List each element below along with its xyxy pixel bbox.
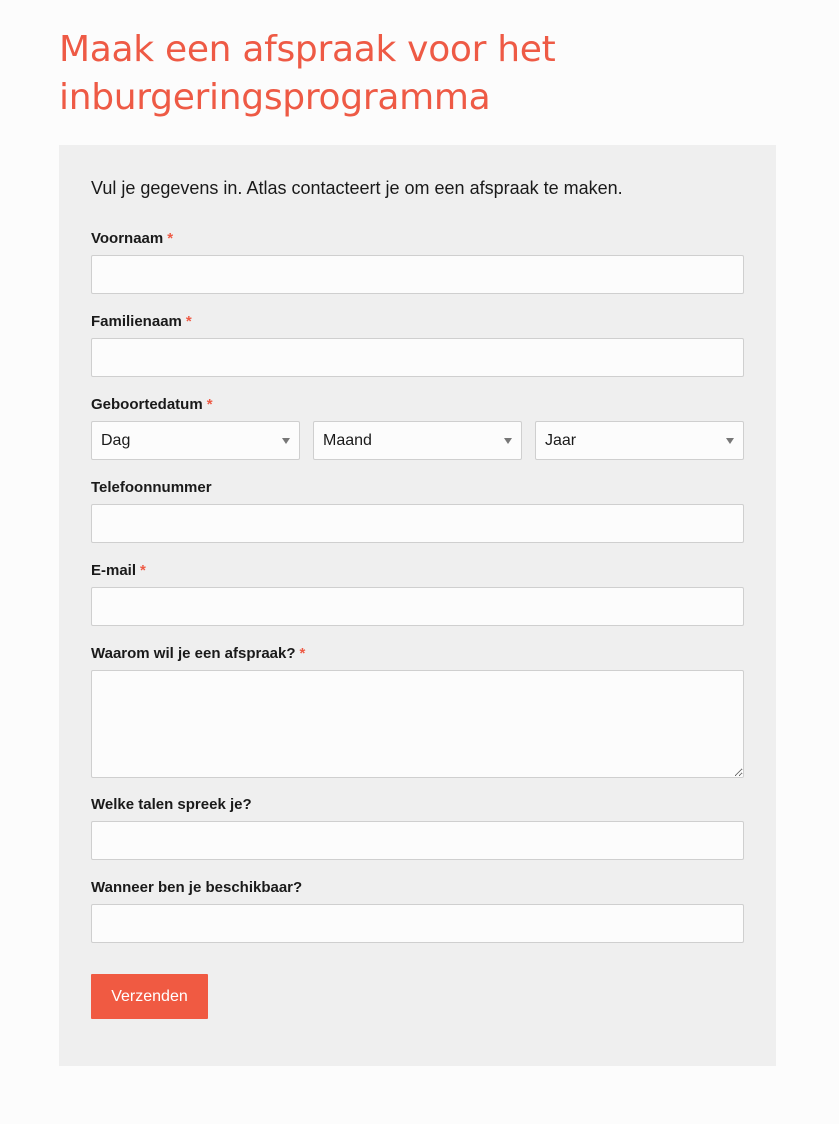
- availability-field: [91, 878, 744, 943]
- phone-label: Telefoonnummer: [91, 479, 212, 496]
- reason-textarea[interactable]: [91, 670, 744, 778]
- reason-label: Waarom wil je een afspraak? *: [91, 645, 306, 662]
- submit-button[interactable]: Verzenden: [91, 974, 208, 1019]
- phone-input[interactable]: [91, 504, 744, 543]
- required-marker: *: [185, 313, 192, 330]
- firstname-field: [91, 229, 744, 294]
- required-marker: *: [206, 396, 213, 413]
- birthdate-selects: [91, 421, 744, 460]
- lastname-label: Familienaam *: [91, 313, 192, 330]
- day-select[interactable]: [91, 421, 300, 460]
- email-field: [91, 561, 744, 626]
- caret-down-icon: [504, 438, 512, 444]
- appointment-form: [59, 145, 776, 1066]
- availability-label: Wanneer ben je beschikbaar?: [91, 879, 303, 896]
- required-marker: *: [167, 230, 174, 247]
- phone-field: [91, 478, 744, 543]
- firstname-input[interactable]: [91, 255, 744, 294]
- month-select-value: Maand: [323, 432, 372, 449]
- birthdate-field: [91, 395, 744, 460]
- required-marker: *: [299, 645, 306, 662]
- email-label: E-mail *: [91, 562, 146, 579]
- month-select[interactable]: [313, 421, 522, 460]
- reason-field: [91, 644, 744, 778]
- languages-field: [91, 795, 744, 860]
- birthdate-label: Geboortedatum *: [91, 396, 213, 413]
- caret-down-icon: [726, 438, 734, 444]
- form-intro: Vul je gegevens in. Atlas contacteert je om een afspraak te maken.: [91, 178, 623, 198]
- availability-input[interactable]: [91, 904, 744, 943]
- email-input[interactable]: [91, 587, 744, 626]
- required-marker: *: [140, 562, 146, 579]
- languages-label: Welke talen spreek je?: [91, 796, 252, 813]
- languages-input[interactable]: [91, 821, 744, 860]
- year-select-value: Jaar: [545, 432, 577, 449]
- lastname-input[interactable]: [91, 338, 744, 377]
- firstname-label: Voornaam *: [91, 230, 174, 247]
- lastname-field: [91, 312, 744, 377]
- day-select-value: Dag: [101, 432, 131, 449]
- caret-down-icon: [282, 438, 290, 444]
- year-select[interactable]: [535, 421, 744, 460]
- page-title: Maak een afspraak voor het inburgeringsprogramma: [59, 29, 556, 118]
